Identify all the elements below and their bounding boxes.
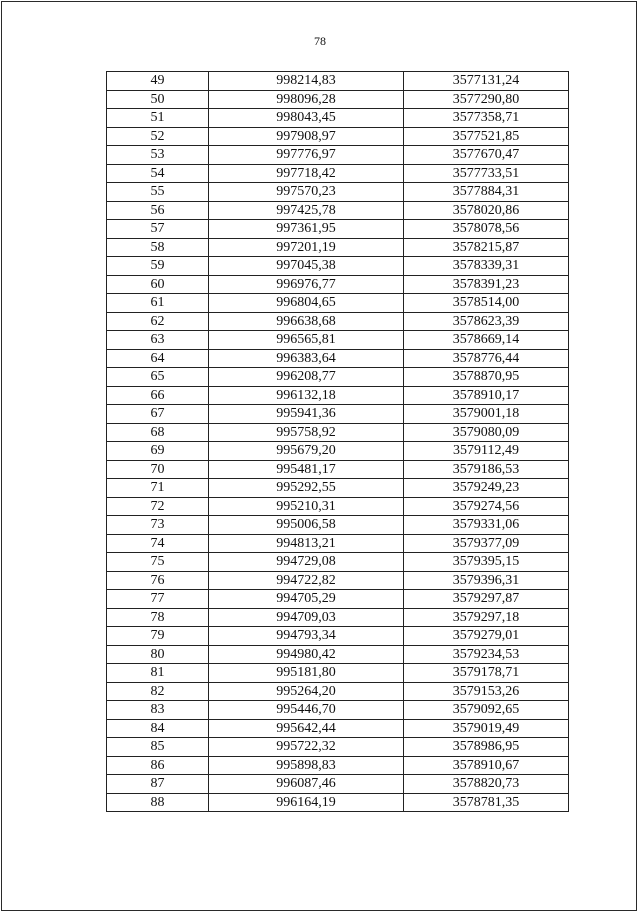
point-number-cell: 70	[107, 460, 209, 479]
coordinates-table-body	[107, 72, 569, 812]
point-number-cell: 68	[107, 423, 209, 442]
x-coordinate-cell: 997570,23	[209, 183, 404, 202]
point-number-cell: 84	[107, 719, 209, 738]
x-coordinate-cell: 995481,17	[209, 460, 404, 479]
point-number-cell: 63	[107, 331, 209, 350]
y-coordinate-cell: 3577358,71	[404, 109, 569, 128]
y-coordinate-cell: 3578870,95	[404, 368, 569, 387]
x-coordinate-cell: 997201,19	[209, 238, 404, 257]
table-row	[107, 608, 569, 627]
table-row	[107, 553, 569, 572]
point-number-cell: 78	[107, 608, 209, 627]
table-row	[107, 664, 569, 683]
point-number-cell: 61	[107, 294, 209, 313]
point-number-cell: 54	[107, 164, 209, 183]
point-number-cell: 66	[107, 386, 209, 405]
table-row	[107, 719, 569, 738]
y-coordinate-cell: 3578339,31	[404, 257, 569, 276]
x-coordinate-cell: 994813,21	[209, 534, 404, 553]
y-coordinate-cell: 3579153,26	[404, 682, 569, 701]
y-coordinate-cell: 3578781,35	[404, 793, 569, 812]
x-coordinate-cell: 994722,82	[209, 571, 404, 590]
y-coordinate-cell: 3578669,14	[404, 331, 569, 350]
table-row	[107, 312, 569, 331]
table-row	[107, 109, 569, 128]
point-number-cell: 74	[107, 534, 209, 553]
table-row	[107, 571, 569, 590]
table-row	[107, 331, 569, 350]
table-row	[107, 183, 569, 202]
x-coordinate-cell: 995210,31	[209, 497, 404, 516]
table-row	[107, 405, 569, 424]
x-coordinate-cell: 996087,46	[209, 775, 404, 794]
table-row	[107, 701, 569, 720]
x-coordinate-cell: 994709,03	[209, 608, 404, 627]
y-coordinate-cell: 3578391,23	[404, 275, 569, 294]
x-coordinate-cell: 995679,20	[209, 442, 404, 461]
point-number-cell: 57	[107, 220, 209, 239]
y-coordinate-cell: 3578910,67	[404, 756, 569, 775]
table-row	[107, 738, 569, 757]
point-number-cell: 73	[107, 516, 209, 535]
x-coordinate-cell: 995722,32	[209, 738, 404, 757]
y-coordinate-cell: 3578986,95	[404, 738, 569, 757]
table-row	[107, 682, 569, 701]
y-coordinate-cell: 3579396,31	[404, 571, 569, 590]
x-coordinate-cell: 995264,20	[209, 682, 404, 701]
y-coordinate-cell: 3579019,49	[404, 719, 569, 738]
x-coordinate-cell: 997361,95	[209, 220, 404, 239]
table-row	[107, 164, 569, 183]
x-coordinate-cell: 997718,42	[209, 164, 404, 183]
y-coordinate-cell: 3577131,24	[404, 72, 569, 91]
point-number-cell: 58	[107, 238, 209, 257]
x-coordinate-cell: 994729,08	[209, 553, 404, 572]
point-number-cell: 72	[107, 497, 209, 516]
table-row	[107, 146, 569, 165]
table-row	[107, 72, 569, 91]
table-row	[107, 275, 569, 294]
x-coordinate-cell: 996383,64	[209, 349, 404, 368]
point-number-cell: 71	[107, 479, 209, 498]
point-number-cell: 56	[107, 201, 209, 220]
y-coordinate-cell: 3579112,49	[404, 442, 569, 461]
x-coordinate-cell: 995898,83	[209, 756, 404, 775]
y-coordinate-cell: 3579377,09	[404, 534, 569, 553]
y-coordinate-cell: 3578776,44	[404, 349, 569, 368]
table-row	[107, 534, 569, 553]
x-coordinate-cell: 994793,34	[209, 627, 404, 646]
x-coordinate-cell: 995941,36	[209, 405, 404, 424]
x-coordinate-cell: 994705,29	[209, 590, 404, 609]
y-coordinate-cell: 3579080,09	[404, 423, 569, 442]
x-coordinate-cell: 997425,78	[209, 201, 404, 220]
coordinates-table	[106, 71, 569, 812]
table-row	[107, 423, 569, 442]
point-number-cell: 59	[107, 257, 209, 276]
table-row	[107, 127, 569, 146]
y-coordinate-cell: 3579274,56	[404, 497, 569, 516]
y-coordinate-cell: 3579395,15	[404, 553, 569, 572]
x-coordinate-cell: 996565,81	[209, 331, 404, 350]
y-coordinate-cell: 3578623,39	[404, 312, 569, 331]
y-coordinate-cell: 3579186,53	[404, 460, 569, 479]
point-number-cell: 60	[107, 275, 209, 294]
y-coordinate-cell: 3578820,73	[404, 775, 569, 794]
point-number-cell: 83	[107, 701, 209, 720]
table-row	[107, 516, 569, 535]
x-coordinate-cell: 997045,38	[209, 257, 404, 276]
table-row	[107, 349, 569, 368]
y-coordinate-cell: 3579249,23	[404, 479, 569, 498]
table-row	[107, 793, 569, 812]
y-coordinate-cell: 3577884,31	[404, 183, 569, 202]
point-number-cell: 53	[107, 146, 209, 165]
point-number-cell: 55	[107, 183, 209, 202]
x-coordinate-cell: 995006,58	[209, 516, 404, 535]
x-coordinate-cell: 996208,77	[209, 368, 404, 387]
x-coordinate-cell: 996164,19	[209, 793, 404, 812]
point-number-cell: 76	[107, 571, 209, 590]
point-number-cell: 87	[107, 775, 209, 794]
x-coordinate-cell: 998096,28	[209, 90, 404, 109]
y-coordinate-cell: 3579001,18	[404, 405, 569, 424]
point-number-cell: 85	[107, 738, 209, 757]
x-coordinate-cell: 996976,77	[209, 275, 404, 294]
x-coordinate-cell: 998043,45	[209, 109, 404, 128]
x-coordinate-cell: 998214,83	[209, 72, 404, 91]
y-coordinate-cell: 3577733,51	[404, 164, 569, 183]
y-coordinate-cell: 3577290,80	[404, 90, 569, 109]
table-row	[107, 386, 569, 405]
x-coordinate-cell: 995642,44	[209, 719, 404, 738]
point-number-cell: 88	[107, 793, 209, 812]
table-row	[107, 627, 569, 646]
table-row	[107, 479, 569, 498]
table-row	[107, 90, 569, 109]
point-number-cell: 69	[107, 442, 209, 461]
page-number: 78	[314, 34, 326, 48]
x-coordinate-cell: 996132,18	[209, 386, 404, 405]
table-row	[107, 645, 569, 664]
table-row	[107, 201, 569, 220]
x-coordinate-cell: 994980,42	[209, 645, 404, 664]
point-number-cell: 77	[107, 590, 209, 609]
point-number-cell: 79	[107, 627, 209, 646]
y-coordinate-cell: 3577521,85	[404, 127, 569, 146]
x-coordinate-cell: 997776,97	[209, 146, 404, 165]
x-coordinate-cell: 995181,80	[209, 664, 404, 683]
y-coordinate-cell: 3578020,86	[404, 201, 569, 220]
table-row	[107, 460, 569, 479]
y-coordinate-cell: 3578215,87	[404, 238, 569, 257]
y-coordinate-cell: 3579279,01	[404, 627, 569, 646]
table-row	[107, 590, 569, 609]
point-number-cell: 65	[107, 368, 209, 387]
table-row	[107, 257, 569, 276]
point-number-cell: 52	[107, 127, 209, 146]
x-coordinate-cell: 996804,65	[209, 294, 404, 313]
table-row	[107, 294, 569, 313]
table-row	[107, 442, 569, 461]
table-row	[107, 238, 569, 257]
point-number-cell: 62	[107, 312, 209, 331]
y-coordinate-cell: 3579178,71	[404, 664, 569, 683]
point-number-cell: 50	[107, 90, 209, 109]
y-coordinate-cell: 3579092,65	[404, 701, 569, 720]
y-coordinate-cell: 3578078,56	[404, 220, 569, 239]
point-number-cell: 80	[107, 645, 209, 664]
x-coordinate-cell: 995292,55	[209, 479, 404, 498]
point-number-cell: 75	[107, 553, 209, 572]
point-number-cell: 86	[107, 756, 209, 775]
point-number-cell: 82	[107, 682, 209, 701]
y-coordinate-cell: 3579297,87	[404, 590, 569, 609]
x-coordinate-cell: 997908,97	[209, 127, 404, 146]
x-coordinate-cell: 996638,68	[209, 312, 404, 331]
y-coordinate-cell: 3578514,00	[404, 294, 569, 313]
x-coordinate-cell: 995446,70	[209, 701, 404, 720]
x-coordinate-cell: 995758,92	[209, 423, 404, 442]
table-row	[107, 775, 569, 794]
point-number-cell: 67	[107, 405, 209, 424]
table-row	[107, 497, 569, 516]
table-row	[107, 368, 569, 387]
y-coordinate-cell: 3579331,06	[404, 516, 569, 535]
y-coordinate-cell: 3579297,18	[404, 608, 569, 627]
y-coordinate-cell: 3578910,17	[404, 386, 569, 405]
point-number-cell: 81	[107, 664, 209, 683]
y-coordinate-cell: 3577670,47	[404, 146, 569, 165]
point-number-cell: 64	[107, 349, 209, 368]
table-row	[107, 756, 569, 775]
point-number-cell: 49	[107, 72, 209, 91]
point-number-cell: 51	[107, 109, 209, 128]
y-coordinate-cell: 3579234,53	[404, 645, 569, 664]
table-row	[107, 220, 569, 239]
